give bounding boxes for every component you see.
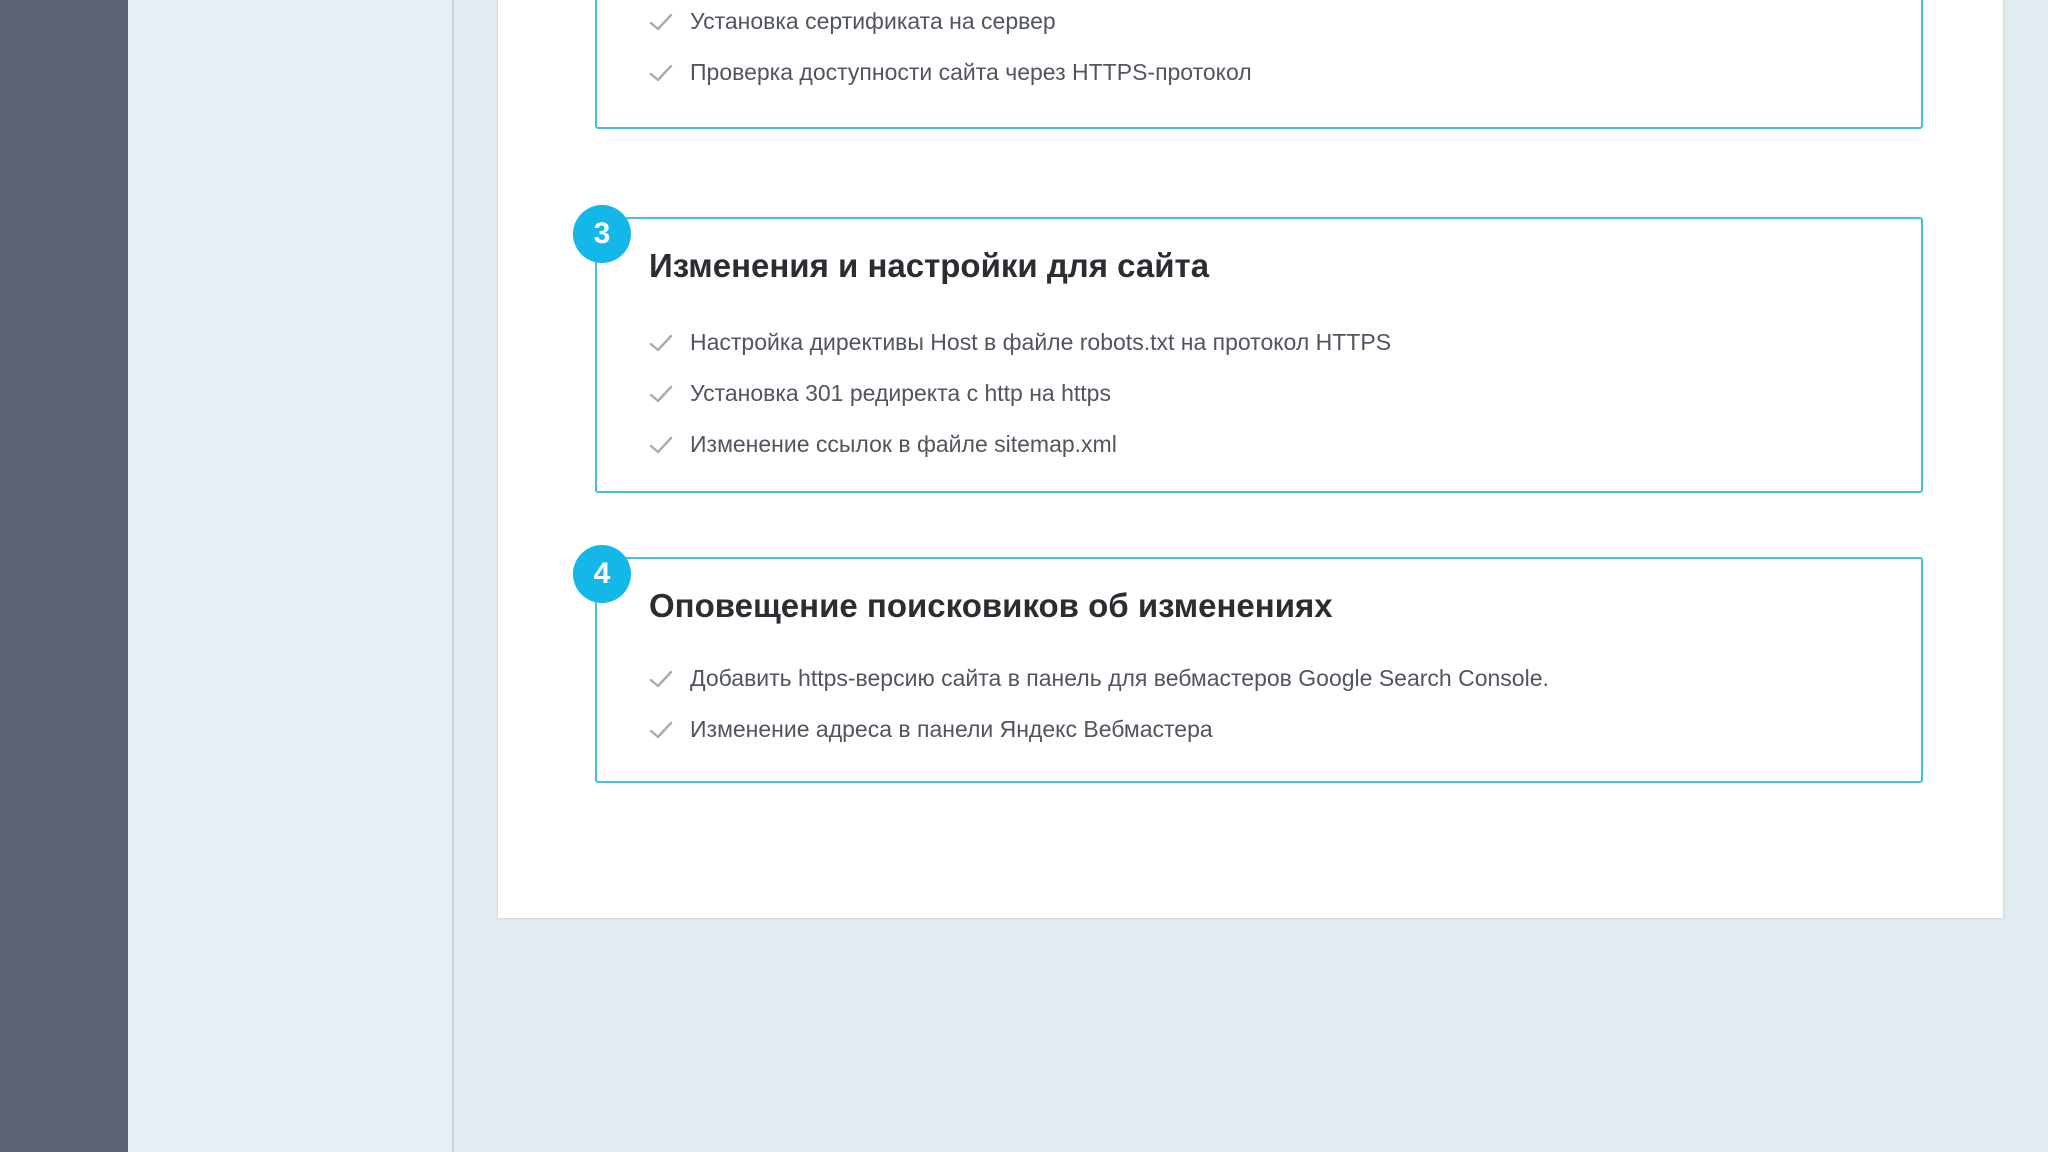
check-item-text: Установка 301 редиректа с http на https <box>690 380 1111 406</box>
content-card <box>497 0 2004 919</box>
step-card-search-engines <box>595 557 1923 783</box>
step-checklist <box>649 0 1252 98</box>
check-item-text: Установка сертификата на сервер <box>690 8 1056 34</box>
check-item <box>649 653 1549 704</box>
check-item-text: Изменение адреса в панели Яндекс Вебмастера <box>690 716 1213 742</box>
step-title: Оповещение поисковиков об изменениях <box>649 587 1333 624</box>
side-panel <box>128 0 454 1152</box>
check-item <box>649 47 1252 98</box>
check-item <box>649 419 1391 470</box>
check-item <box>649 317 1391 368</box>
step-checklist <box>649 317 1391 470</box>
check-item-text: Настройка директивы Host в файле robots.txt на протокол HTTPS <box>690 329 1392 355</box>
check-item-text: Проверка доступности сайта через HTTPS-протокол <box>690 59 1252 85</box>
check-item-text: Добавить https-версию сайта в панель для вебмастеров Google Search Console. <box>690 665 1549 691</box>
check-icon <box>649 669 673 689</box>
check-item <box>649 704 1549 755</box>
left-rail <box>0 0 128 1152</box>
step-card-ssl-install <box>595 0 1923 129</box>
check-item <box>649 0 1252 47</box>
check-item <box>649 368 1391 419</box>
check-icon <box>649 384 673 404</box>
check-item-text: Изменение ссылок в файле sitemap.xml <box>690 431 1117 457</box>
step-card-site-settings <box>595 217 1923 493</box>
step-title: Изменения и настройки для сайта <box>649 247 1210 284</box>
step-number-badge: 4 <box>573 545 631 603</box>
step-checklist <box>649 653 1549 755</box>
check-icon <box>649 333 673 353</box>
check-icon <box>649 720 673 740</box>
step-number-badge: 3 <box>573 205 631 263</box>
check-icon <box>649 435 673 455</box>
check-icon <box>649 12 673 32</box>
main-area <box>454 0 2048 1152</box>
check-icon <box>649 63 673 83</box>
